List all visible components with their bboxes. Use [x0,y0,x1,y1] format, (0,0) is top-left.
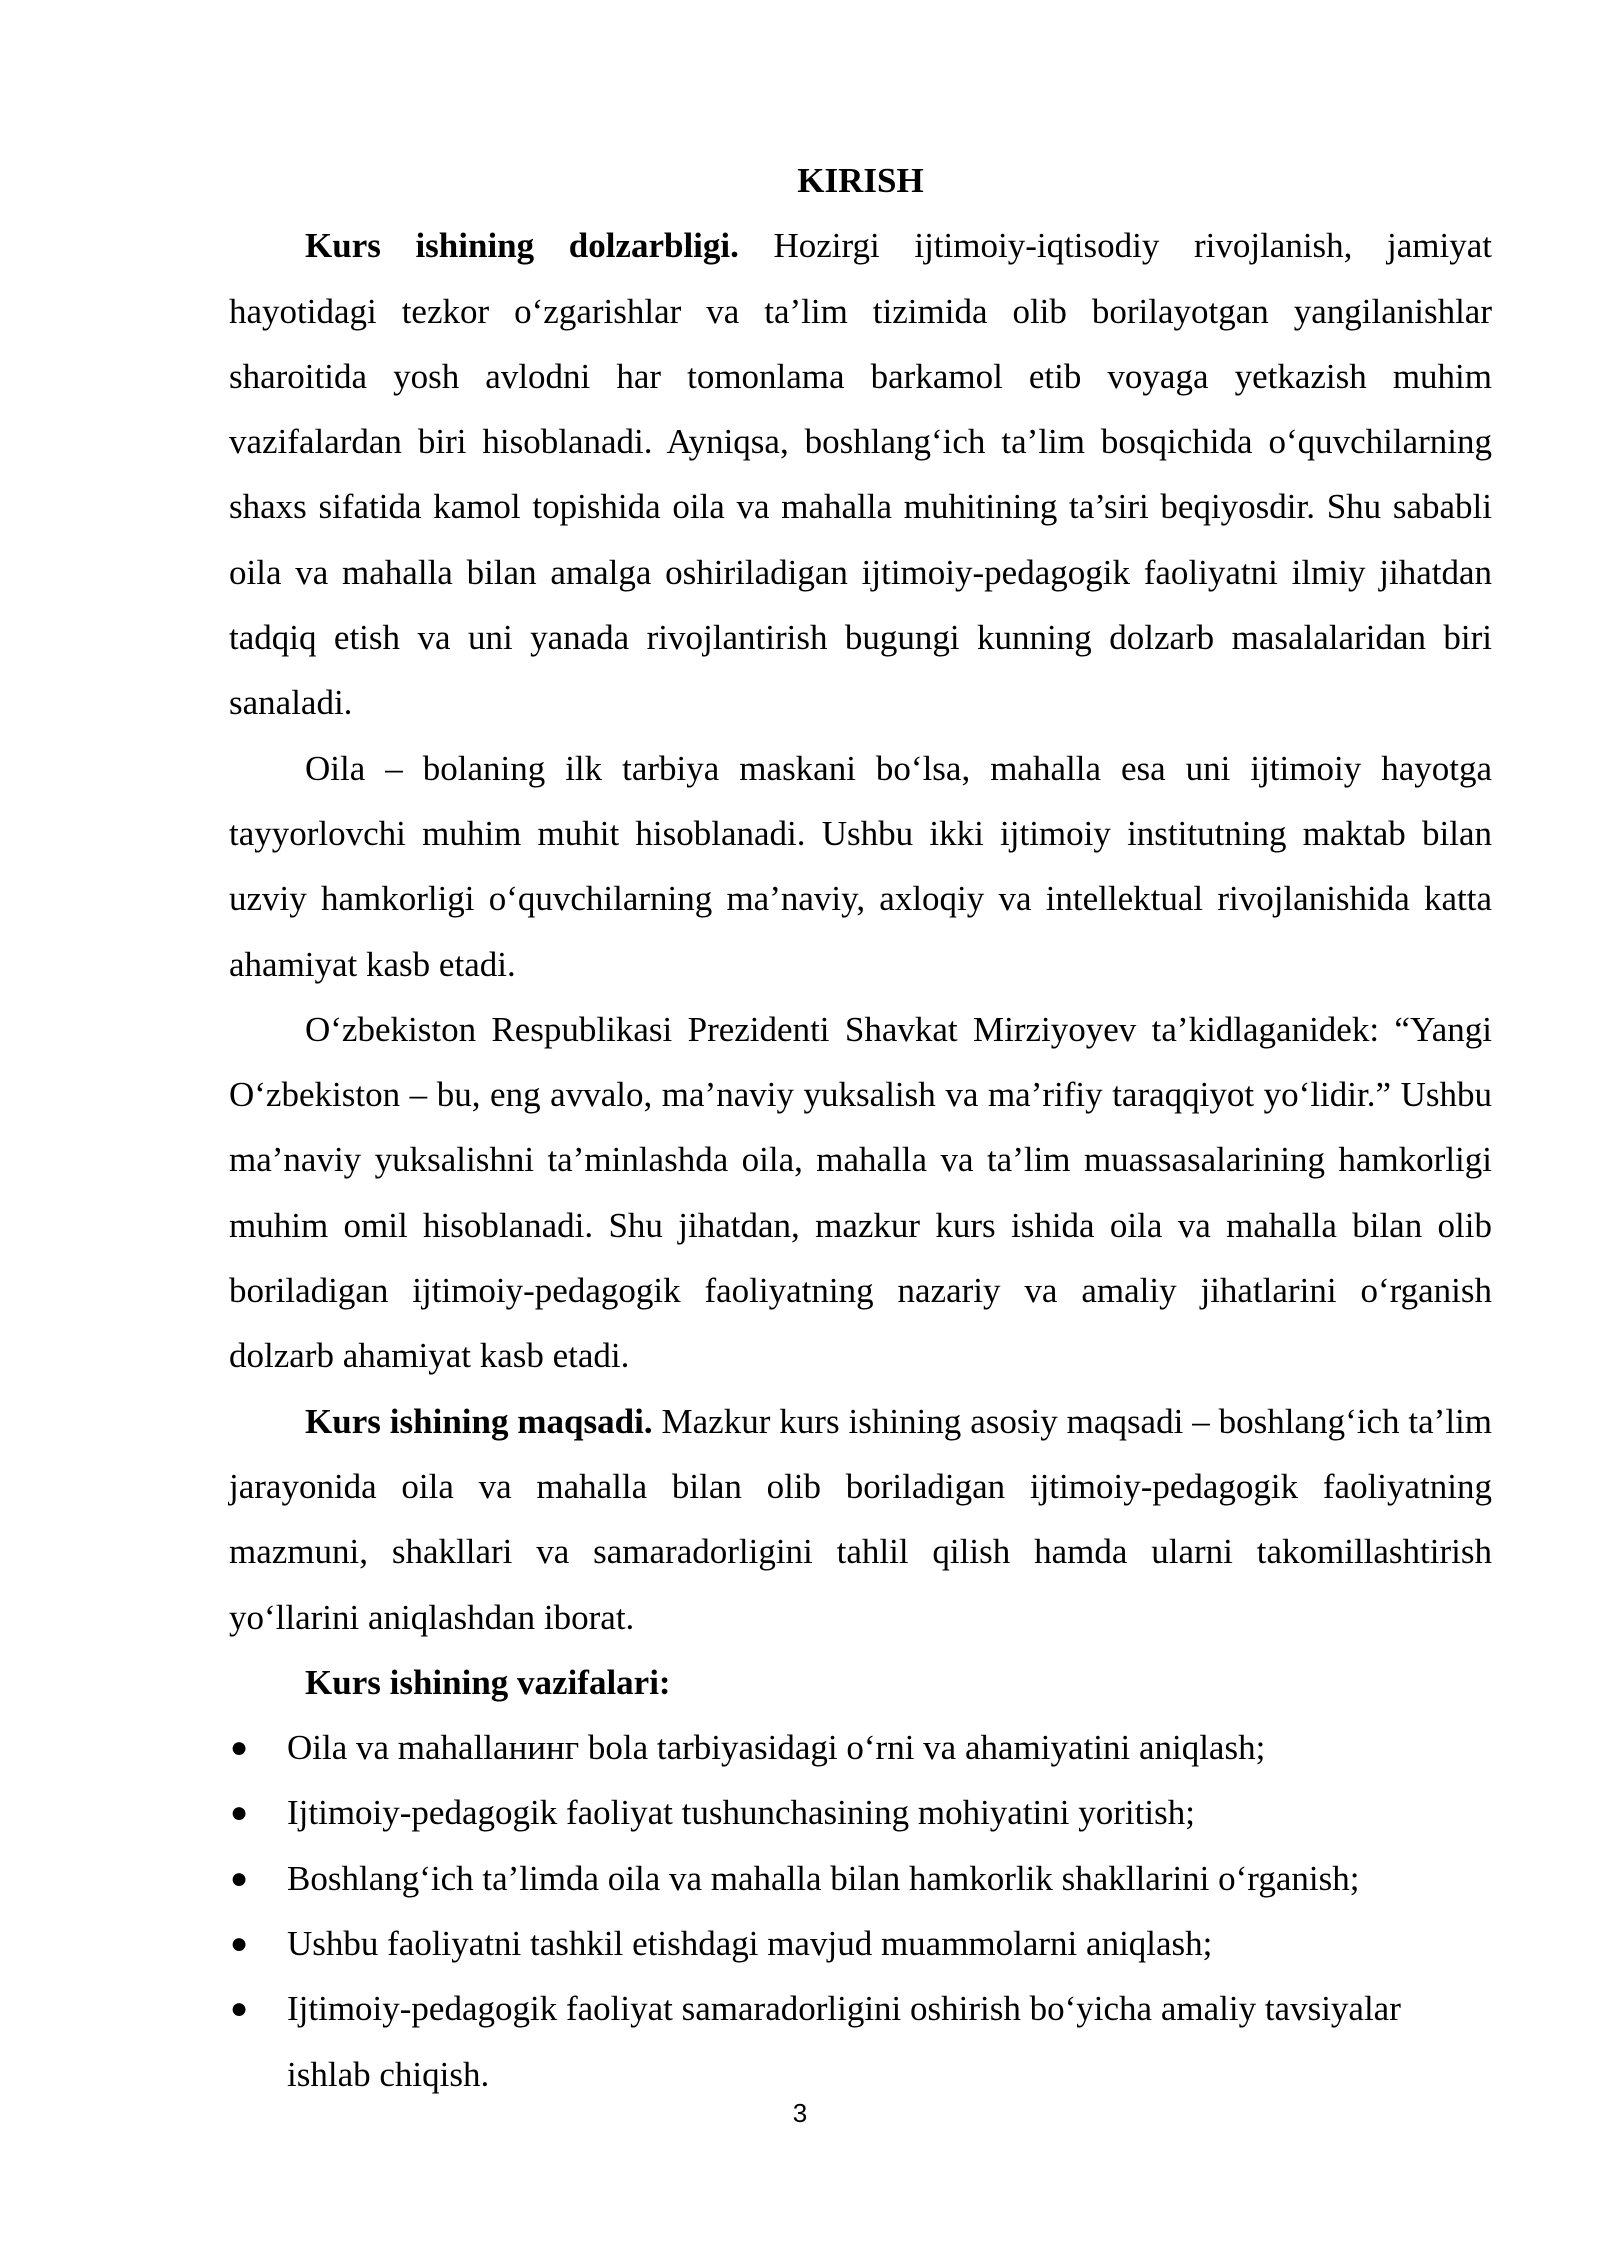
paragraph-goal [229,1389,1492,1650]
list-item [229,1780,1492,1845]
bullet-icon: ● [229,1861,249,1895]
section-title: KIRISH [797,161,924,200]
list-item [229,1976,1492,2107]
list-item-text: Oila va mahallaнинг bola tarbiyasidagi o‘rni va ahamiyatini aniqlash; [287,1728,1266,1768]
list-item [229,1846,1492,1911]
bullet-icon: ● [229,1992,249,2026]
paragraph-lead: Kurs ishining dolzarbligi. [305,226,739,266]
paragraph-lead: Kurs ishining maqsadi. [305,1401,653,1441]
tasks-heading: Kurs ishining vazifalari: [305,1662,671,1702]
bullet-icon: ● [229,1927,249,1961]
list-item-text: Ushbu faoliyatni tashkil etishdagi mavjud muammolarni aniqlash; [287,1924,1213,1964]
list-item-text: Ijtimoiy-pedagogik faoliyat tushunchasining mohiyatini yoritish; [287,1793,1195,1833]
paragraph-text: O‘zbekiston Respublikasi Prezidenti Shavkat Mirziyoyev ta’kidlaganidek: “Yangi O‘zbekiston – bu, eng avvalo, ma’naviy yuksalish va ma’rifiy taraqqiyot yo‘lidir.” Ushbu ma’naviy yuksalishni ta’minlashda oila, mahalla va ta’lim muassasalarining hamkorligi muhim omil hisoblanadi. Shu jihatdan, mazkur kurs ishida oila va mahalla bilan olib boriladigan ijtimoiy-pedagogik faoliyatning nazariy va amaliy jihatlarini o‘rganish dolzarb ahamiyat kasb etadi. [229,1009,1492,1376]
list-item-text: Boshlang‘ich ta’limda oila va mahalla bilan hamkorlik shakllarini o‘rganish; [287,1858,1360,1898]
list-item [229,1715,1492,1780]
paragraph-text: Mazkur kurs ishining asosiy maqsadi – boshlang‘ich ta’lim jarayonida oila va mahalla bilan olib boriladigan ijtimoiy-pedagogik faoliyatning mazmuni, shakllari va samaradorligini tahlil qilish hamda ularni takomillashtirish yo‘llarini aniqlashdan iborat. [229,1401,1493,1637]
bullet-icon: ● [229,1796,249,1830]
paragraph-text: Oila – bolaning ilk tarbiya maskani bo‘lsa, mahalla esa uni ijtimoiy hayotga tayyorlovchi muhim muhit hisoblanadi. Ushbu ikki ijtimoiy institutning maktab bilan uzviy hamkorligi o‘quvchilarning ma’naviy, axloqiy va intellektual rivojlanishida katta ahamiyat kasb etadi. [229,748,1492,984]
bullet-icon: ● [229,1731,249,1765]
list-item-text: Ijtimoiy-pedagogik faoliyat samaradorligini oshirish bo‘yicha amaliy tavsiyalar ishlab chiqish. [287,1989,1401,2094]
document-page [229,148,1492,2107]
paragraph-president-quote [229,997,1492,1389]
paragraph-relevance [229,213,1492,735]
paragraph-text: Hozirgi ijtimoiy-iqtisodiy rivojlanish, jamiyat hayotidagi tezkor o‘zgarishlar va ta’lim tizimida olib borilayotgan yangilanishlar sharoitida yosh avlodni har tomonlama barkamol etib voyaga yetkazish muhim vazifalardan biri hisoblanadi. Ayniqsa, boshlang‘ich ta’lim bosqichida o‘quvchilarning shaxs sifatida kamol topishida oila va mahalla muhitining ta’siri beqiyosdir. Shu sababli oila va mahalla bilan amalga oshiriladigan ijtimoiy-pedagogik faoliyatni ilmiy jihatdan tadqiq etish va uni yanada rivojlantirish bugungi kunning dolzarb masalalaridan biri sanaladi. [229,226,1492,723]
paragraph-family-mahalla [229,736,1492,997]
list-item [229,1911,1492,1976]
tasks-list [229,1715,1492,2107]
page-number: 3 [792,2098,808,2128]
